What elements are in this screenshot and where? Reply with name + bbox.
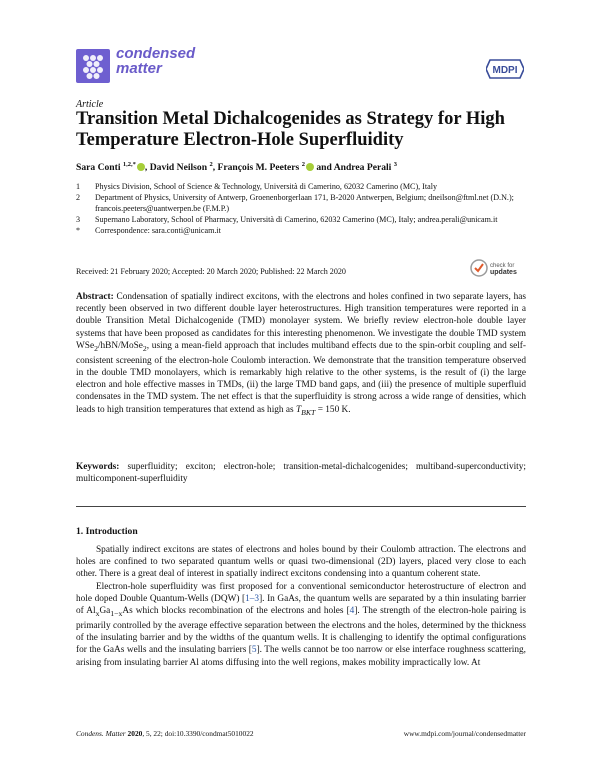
author-separator: ,: [144, 162, 148, 174]
check-updates-line1: check for: [490, 263, 515, 269]
abstract-text: Condensation of spatially indirect excitons, with the electrons and holes confined in two separate layers, has recently been observed in two different double layer heterostructures. High transition temperatures were reported in a double Transition Metal Dichalcogenide (TMD) monolayer system. We briefly review electron-hole double layer systems that have been proposed as candidates for this interesting phenomenon. We investigate the double TMD system WSe: [76, 292, 526, 351]
abstract-text: , using a mean-field approach that includes multiband effects due to the spin-orbit coupling and self-consistent screening of the electron-hole Coulomb interaction. We demonstrate that the transition temperature observed in the double TMD monolayers, which is remarkably high relative to the other systems, is the result of (i) the large electron and hole effective masses in TMDs, (ii) the large TMD band gaps, and (iii) the presence of multiple superfluid condensates in the TMD system. The net effect is that the superfluidity is strong across a wide range of densities, which leads to high transition temperatures that extend as high as: [76, 340, 526, 415]
author-list: [76, 161, 397, 173]
affiliation-number: 2: [76, 193, 81, 202]
article-type: Article: [76, 99, 104, 110]
paragraph-text: Ga: [99, 605, 111, 616]
math-symbol: T: [295, 404, 302, 415]
abstract-text: /hBN/MoSe: [97, 340, 143, 351]
affiliation-text: Supernano Laboratory, School of Pharmacy, Università di Camerino, 62032 Camerino (MC), Italy; andrea.perali@unicam.it: [95, 215, 498, 224]
journal-name-line2: matter: [116, 60, 162, 77]
journal-name: [116, 46, 195, 76]
keywords: [76, 461, 526, 485]
paragraph-text: ]. In GaAs, the quantum wells are separated by a thin insulating barrier of Al: [76, 593, 526, 616]
subscript: 1−x: [110, 608, 123, 618]
subscript: 2: [94, 343, 98, 353]
paragraph: [76, 581, 526, 669]
journal-abbreviation: Condens. Matter: [76, 729, 126, 738]
citation-link[interactable]: 1–3: [245, 593, 260, 604]
affiliation-number: 3: [76, 215, 81, 224]
subscript: 2: [142, 343, 147, 353]
affiliations: [76, 181, 515, 236]
author-name[interactable]: Andrea Perali: [333, 162, 392, 174]
citation-link[interactable]: 5: [251, 645, 257, 656]
keywords-label: Keywords:: [76, 462, 120, 472]
check-for-updates-button[interactable]: [470, 258, 526, 278]
journal-name-line1: condensed: [116, 45, 196, 62]
orcid-icon[interactable]: [137, 162, 148, 174]
correspondence[interactable]: Correspondence: sara.conti@unicam.it: [95, 226, 221, 235]
affiliation-text: Department of Physics, University of Antwerp, Groenenborgerlaan 171, B-2020 Antwerpen, Belgium; dneilson@ftml.net (D.N.); francois.peeters@uantwerpen.be (F.M.P.): [95, 193, 514, 213]
author-name[interactable]: François M. Peeters: [217, 162, 300, 174]
section-divider: [76, 506, 526, 507]
body-text: [76, 544, 526, 669]
author-affiliation-marker: 1,2,*: [122, 161, 136, 168]
paragraph-text: ]. The strength of the electron-hole pairing is primarily controlled by the average effective separation between the electrons and the holes, determined by the thickness of the insulating barrier and by the widths of the quantum wells. It is challenging to identify the optimal configurations for the GaAs wells and the insulating barriers [: [76, 605, 526, 656]
mdpi-logo-icon: [486, 58, 524, 80]
affiliation-item: [76, 192, 515, 214]
abstract-text: = 150 K.: [315, 404, 351, 415]
affiliation-item: [76, 214, 515, 225]
paragraph-text: ]. The wells cannot be too narrow or else interface roughness scattering, arising from insulating barrier Al atoms diffusing into the well regions, makes mobility impractically low. At: [76, 645, 526, 668]
abstract: [76, 291, 526, 419]
check-updates-line2: updates: [490, 269, 517, 276]
affiliation-number: 1: [76, 182, 81, 191]
author-name[interactable]: Sara Conti: [76, 162, 121, 174]
paragraph-text: As which blocks recombination of the electrons and holes [: [122, 605, 350, 616]
paper-title: Transition Metal Dichalcogenides as Strategy for High Temperature Electron-Hole Superfluidity: [76, 109, 505, 150]
author-separator: ,: [212, 162, 216, 174]
publication-dates: Received: 21 February 2020; Accepted: 20 March 2020; Published: 22 March 2020: [76, 267, 346, 276]
footer-citation: [76, 729, 254, 738]
affiliation-item: [76, 181, 515, 192]
affiliation-item: [76, 225, 515, 236]
publisher-name: MDPI: [492, 65, 518, 76]
section-heading: 1. Introduction: [76, 526, 138, 537]
author-conjunction: and: [316, 162, 332, 174]
abstract-label: Abstract:: [76, 292, 114, 302]
paragraph-text: Electron-hole superfluidity was first proposed for a conventional semiconductor heterostructure of electron and hole doped Double Quantum-Wells (DQW) [: [76, 581, 526, 604]
orcid-icon[interactable]: [306, 163, 314, 171]
citation-year: 2020: [127, 729, 143, 738]
author-affiliation-marker: 2: [209, 161, 213, 168]
subscript: BKT: [301, 407, 316, 417]
journal-url[interactable]: www.mdpi.com/journal/condensedmatter: [403, 729, 526, 738]
keywords-text: superfluidity; exciton; electron-hole; transition-metal-dichalcogenides; multiband-superconductivity; multicomponent-superfluidity: [76, 462, 526, 485]
author-affiliation-marker: 2: [301, 161, 305, 168]
affiliation-number: *: [76, 226, 81, 235]
paragraph: Spatially indirect excitons are states of electrons and holes bound by their Coulomb attraction. The electrons and holes are confined to two separated quantum wells or quasi two-dimensional (2D) layers, placed very close to each other. There is a great deal of interest in spatially indirect excitons condensing into a quantum coherent state.: [76, 545, 526, 580]
author-name[interactable]: David Neilson: [149, 162, 208, 174]
affiliation-text: Physics Division, School of Science & Technology, Università di Camerino, 62032 Camerino (MC), Italy: [95, 182, 438, 191]
subscript: x: [95, 608, 100, 618]
journal-logo-icon: [76, 49, 110, 83]
citation-details: , 5, 22; doi:10.3390/condmat5010022: [142, 729, 254, 738]
author-affiliation-marker: 3: [393, 161, 398, 168]
citation-link[interactable]: 4: [349, 605, 355, 616]
